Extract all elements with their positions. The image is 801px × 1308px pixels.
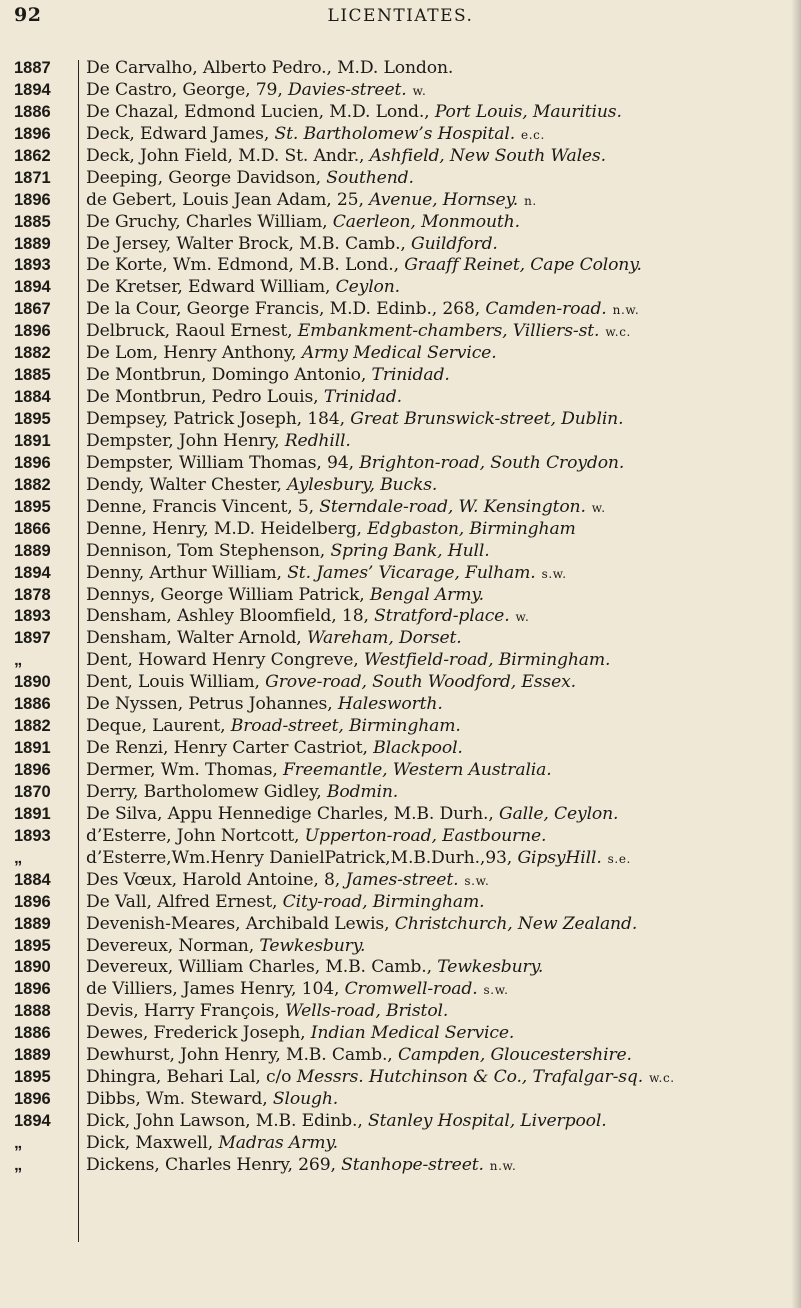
entry-text xyxy=(86,1045,791,1067)
entry-text xyxy=(86,870,791,893)
list-item xyxy=(0,1089,801,1111)
list-item xyxy=(0,387,801,409)
entry-place: Avenue, Hornsey. xyxy=(369,189,519,210)
entry-name: Denny, Arthur William, xyxy=(86,562,282,583)
entry-place: Wells-road, Bristol. xyxy=(285,1001,449,1022)
entry-district: s.w. xyxy=(464,873,490,888)
list-item xyxy=(0,146,801,168)
entry-place: Trinidad. xyxy=(371,365,450,386)
entry-year: 1882 xyxy=(14,475,51,494)
list-item xyxy=(0,1023,801,1045)
entry-place: Embankment-chambers, Villiers-st. xyxy=(297,321,600,342)
list-item xyxy=(0,979,801,1001)
entry-text xyxy=(86,365,791,387)
entry-text xyxy=(86,563,791,586)
entry-place: Graaff Reinet, Cape Colony. xyxy=(404,255,642,276)
entry-name: De Korte, Wm. Edmond, M.B. Lond., xyxy=(86,255,399,276)
entry-name: de Gebert, Louis Jean Adam, 25, xyxy=(86,189,364,210)
entry-name: Devereux, William Charles, M.B. Camb., xyxy=(86,957,432,978)
entry-year: „ xyxy=(14,651,23,670)
entry-place: St. James’ Vicarage, Fulham. xyxy=(287,562,536,583)
entry-district: s.e. xyxy=(607,851,631,866)
entry-name: Dewhurst, John Henry, M.B. Camb., xyxy=(86,1045,393,1066)
entry-text xyxy=(86,519,791,541)
entry-year: 1891 xyxy=(14,739,51,758)
entry-place: Broad-street, Birmingham. xyxy=(230,716,461,737)
entry-name: Dhingra, Behari Lal, c/o xyxy=(86,1067,292,1088)
entry-text xyxy=(86,804,791,826)
list-item xyxy=(0,475,801,497)
entry-place: Davies-street. xyxy=(287,79,407,100)
entry-text xyxy=(86,124,791,147)
entry-name: De Nyssen, Petrus Johannes, xyxy=(86,694,333,715)
list-item xyxy=(0,1111,801,1133)
list-item xyxy=(0,299,801,321)
entry-place: Tewkesbury. xyxy=(437,957,544,978)
entry-place: Edgbaston, Birmingham xyxy=(367,518,576,539)
entry-year: 1895 xyxy=(14,936,51,955)
entry-place: Indian Medical Service. xyxy=(310,1023,515,1044)
entry-year: 1889 xyxy=(14,234,51,253)
entry-name: Dennison, Tom Stephenson, xyxy=(86,540,326,561)
entry-name: Des Vœux, Harold Antoine, 8, xyxy=(86,869,341,890)
entry-text xyxy=(86,277,791,299)
entry-text xyxy=(86,102,791,124)
list-item xyxy=(0,848,801,870)
entry-text xyxy=(86,58,791,80)
list-item xyxy=(0,738,801,760)
entry-text xyxy=(86,234,791,256)
entry-name: Delbruck, Raoul Ernest, xyxy=(86,321,293,342)
entry-text xyxy=(86,1133,791,1155)
entry-text xyxy=(86,826,791,848)
entry-year: 1895 xyxy=(14,410,51,428)
entry-year: 1896 xyxy=(14,453,51,472)
entry-name: De Montbrun, Pedro Louis, xyxy=(86,387,319,408)
entry-year: 1886 xyxy=(14,695,51,714)
licentiates-list xyxy=(0,58,801,1177)
entry-text xyxy=(86,475,791,497)
list-item xyxy=(0,804,801,826)
entry-text xyxy=(86,497,791,520)
entry-text xyxy=(86,431,791,453)
list-item xyxy=(0,760,801,782)
list-item xyxy=(0,628,801,650)
list-item xyxy=(0,694,801,716)
entry-year: 1887 xyxy=(14,59,51,77)
list-item xyxy=(0,1045,801,1067)
list-item xyxy=(0,782,801,804)
list-item xyxy=(0,606,801,628)
entry-name: De Chazal, Edmond Lucien, M.D. Lond., xyxy=(86,101,430,122)
entry-text xyxy=(86,672,791,694)
list-item xyxy=(0,431,801,453)
entry-place: Trinidad. xyxy=(323,387,402,408)
entry-name: Dibbs, Wm. Steward, xyxy=(86,1089,268,1110)
entry-year: 1889 xyxy=(14,541,51,560)
entry-place: Sterndale-road, W. Kensington. xyxy=(319,496,586,517)
entry-name: Dermer, Wm. Thomas, xyxy=(86,760,278,780)
entry-place: Campden, Gloucestershire. xyxy=(397,1045,632,1066)
entry-name: Deck, John Field, M.D. St. Andr., xyxy=(86,145,365,166)
entry-text xyxy=(86,146,791,168)
entry-place: Stratford-place. xyxy=(374,606,510,627)
list-item xyxy=(0,1155,801,1177)
list-item xyxy=(0,957,801,979)
list-item xyxy=(0,321,801,343)
entry-name: Dempsey, Patrick Joseph, 184, xyxy=(86,409,345,429)
entry-place: Ashfield, New South Wales. xyxy=(369,145,606,166)
entry-text xyxy=(86,343,791,365)
list-item xyxy=(0,892,801,914)
page-edge-shadow xyxy=(791,0,801,1308)
entry-place: Port Louis, Mauritius. xyxy=(434,101,622,122)
entry-district: w. xyxy=(515,610,530,625)
entry-year: 1894 xyxy=(14,80,51,99)
entry-year: 1891 xyxy=(14,804,51,823)
entry-name: d’Esterre, John Nortcott, xyxy=(86,825,300,846)
entry-place: Guildford. xyxy=(411,233,498,254)
entry-text xyxy=(86,190,791,213)
entry-year: 1891 xyxy=(14,431,51,450)
entry-year: 1894 xyxy=(14,563,51,582)
entry-name: De Jersey, Walter Brock, M.B. Camb., xyxy=(86,233,406,254)
entry-district: e.c. xyxy=(521,127,545,142)
entry-name: De Montbrun, Domingo Antonio, xyxy=(86,365,367,386)
entry-place: Army Medical Service. xyxy=(301,343,497,364)
entry-place: St. Bartholomew’s Hospital. xyxy=(274,123,516,144)
entry-place: Camden-road. xyxy=(485,299,607,320)
entry-place: Westfield-road, Birmingham. xyxy=(363,650,611,671)
entry-place: Madras Army. xyxy=(218,1132,338,1153)
entry-name: Dick, Maxwell, xyxy=(86,1132,214,1153)
entry-text xyxy=(86,541,791,563)
entry-text xyxy=(86,1023,791,1045)
entry-text xyxy=(86,1067,791,1090)
entry-text xyxy=(86,892,791,914)
entry-name: Dempster, John Henry, xyxy=(86,430,280,451)
list-item xyxy=(0,497,801,519)
entry-text xyxy=(86,914,791,936)
entry-name: De Carvalho, Alberto Pedro., M.D. London. xyxy=(86,58,454,78)
entry-name: Dempster, William Thomas, 94, xyxy=(86,452,354,473)
entry-year: 1867 xyxy=(14,300,51,319)
entry-name: De Silva, Appu Hennedige Charles, M.B. Durh., xyxy=(86,803,494,824)
entry-year: „ xyxy=(14,1155,23,1174)
entry-text xyxy=(86,738,791,760)
entry-year: 1884 xyxy=(14,870,51,889)
entry-place: City-road, Birmingham. xyxy=(282,891,485,912)
entry-place: Stanhope-street. xyxy=(341,1154,484,1175)
entry-place: Tewkesbury. xyxy=(259,935,366,956)
list-item xyxy=(0,541,801,563)
list-item xyxy=(0,168,801,190)
entry-year: 1885 xyxy=(14,212,51,231)
entry-text xyxy=(86,409,791,431)
entry-place: Halesworth. xyxy=(337,694,443,715)
list-item xyxy=(0,870,801,892)
entry-district: w. xyxy=(591,500,606,515)
entry-name: Dent, Louis William, xyxy=(86,672,260,693)
entry-year: 1882 xyxy=(14,344,51,363)
entry-name: Devereux, Norman, xyxy=(86,935,255,956)
list-item xyxy=(0,80,801,102)
entry-year: 1882 xyxy=(14,717,51,736)
entry-text xyxy=(86,760,791,782)
list-item xyxy=(0,519,801,541)
entry-district: w.c. xyxy=(649,1071,675,1086)
list-item xyxy=(0,826,801,848)
entry-name: Dickens, Charles Henry, 269, xyxy=(86,1154,336,1175)
entry-name: Devis, Harry François, xyxy=(86,1001,280,1022)
entry-place: Christchurch, New Zealand. xyxy=(394,913,638,934)
list-item xyxy=(0,409,801,431)
entry-year: 1896 xyxy=(14,761,51,779)
entry-year: 1862 xyxy=(14,146,51,165)
list-item xyxy=(0,936,801,958)
entry-name: d’Esterre,Wm.Henry DanielPatrick,M.B.Durh.,93, xyxy=(86,847,513,868)
entry-text xyxy=(86,716,791,738)
entry-place: Brighton-road, South Croydon. xyxy=(359,452,625,473)
entry-text xyxy=(86,1001,791,1023)
entry-text xyxy=(86,848,791,871)
entry-year: 1894 xyxy=(14,278,51,297)
list-item xyxy=(0,255,801,277)
entry-year: 1896 xyxy=(14,892,51,911)
entry-text xyxy=(86,628,791,650)
entry-year: 1886 xyxy=(14,102,51,121)
list-item xyxy=(0,124,801,146)
entry-year: 1871 xyxy=(14,168,51,187)
list-item xyxy=(0,585,801,607)
entry-name: De Gruchy, Charles William, xyxy=(86,211,328,232)
entry-year: 1896 xyxy=(14,980,51,999)
entry-place: Freemantle, Western Australia. xyxy=(282,760,552,780)
entry-district: n.w. xyxy=(612,303,640,318)
entry-year: 1893 xyxy=(14,607,51,626)
entry-place: Bengal Army. xyxy=(369,584,484,605)
entry-place: GipsyHill. xyxy=(517,847,602,868)
entry-name: Devenish-Meares, Archibald Lewis, xyxy=(86,913,390,934)
list-item xyxy=(0,58,801,80)
entry-text xyxy=(86,453,791,475)
entry-text xyxy=(86,694,791,716)
entry-name: De Castro, George, 79, xyxy=(86,79,283,100)
entry-year: 1897 xyxy=(14,629,51,648)
list-item xyxy=(0,365,801,387)
entry-text xyxy=(86,782,791,804)
list-item xyxy=(0,914,801,936)
entry-place: Redhill. xyxy=(284,430,351,451)
entry-year: 1896 xyxy=(14,124,51,143)
entry-name: Dent, Howard Henry Congreve, xyxy=(86,650,359,671)
list-item xyxy=(0,212,801,234)
entry-name: Dennys, George William Patrick, xyxy=(86,584,365,605)
entry-name: De Lom, Henry Anthony, xyxy=(86,343,297,364)
entry-name: Deck, Edward James, xyxy=(86,123,270,144)
list-item xyxy=(0,277,801,299)
entry-name: Dick, John Lawson, M.B. Edinb., xyxy=(86,1111,363,1131)
entry-year: 1889 xyxy=(14,1046,51,1065)
entry-place: Great Brunswick-street, Dublin. xyxy=(350,409,624,429)
entry-name: De Kretser, Edward William, xyxy=(86,277,331,298)
entry-year: „ xyxy=(14,848,23,867)
entry-text xyxy=(86,606,791,629)
entry-year: 1870 xyxy=(14,782,51,801)
entry-place: Blackpool. xyxy=(373,738,463,759)
entry-name: De la Cour, George Francis, M.D. Edinb., 268, xyxy=(86,299,481,320)
entry-place: Stanley Hospital, Liverpool. xyxy=(367,1111,607,1131)
entry-name: Densham, Walter Arnold, xyxy=(86,628,302,649)
list-item xyxy=(0,234,801,256)
entry-year: 1896 xyxy=(14,190,51,209)
list-item xyxy=(0,1001,801,1023)
entry-year: 1893 xyxy=(14,826,51,845)
entry-text xyxy=(86,321,791,344)
entry-year: 1878 xyxy=(14,585,51,604)
entry-place: James-street. xyxy=(345,869,459,890)
entry-district: w. xyxy=(412,83,427,98)
entry-year: 1895 xyxy=(14,497,51,516)
entry-year: 1866 xyxy=(14,519,51,538)
entry-name: Dewes, Frederick Joseph, xyxy=(86,1023,306,1044)
entry-name: Deeping, George Davidson, xyxy=(86,167,321,188)
entry-text xyxy=(86,1111,791,1133)
entry-year: „ xyxy=(14,1133,23,1152)
list-item xyxy=(0,650,801,672)
entry-name: Denne, Francis Vincent, 5, xyxy=(86,496,314,517)
entry-district: s.w. xyxy=(483,983,509,998)
entry-name: Deque, Laurent, xyxy=(86,716,226,737)
list-item xyxy=(0,1133,801,1155)
entry-text xyxy=(86,1155,791,1178)
entry-year: 1885 xyxy=(14,366,51,385)
entry-year: 1890 xyxy=(14,958,51,977)
entry-name: Denne, Henry, M.D. Heidelberg, xyxy=(86,518,362,539)
entry-text xyxy=(86,585,791,607)
entry-year: 1893 xyxy=(14,256,51,275)
running-head: LICENTIATES. xyxy=(327,6,474,26)
entry-text xyxy=(86,957,791,979)
entry-district: s.w. xyxy=(541,566,567,581)
entry-place: Grove-road, South Woodford, Essex. xyxy=(265,672,576,693)
entry-year: 1888 xyxy=(14,1002,51,1021)
entry-year: 1896 xyxy=(14,322,51,341)
entry-place: Bodmin. xyxy=(326,781,399,802)
entry-place: Caerleon, Monmouth. xyxy=(332,211,520,232)
entry-name: De Renzi, Henry Carter Castriot, xyxy=(86,738,368,759)
entry-name: Densham, Ashley Bloomfield, 18, xyxy=(86,606,369,627)
entry-name: Derry, Bartholomew Gidley, xyxy=(86,781,322,802)
entry-text xyxy=(86,979,791,1002)
entry-name: Dendy, Walter Chester, xyxy=(86,474,282,495)
list-item xyxy=(0,716,801,738)
list-item xyxy=(0,563,801,585)
entry-place: Slough. xyxy=(272,1089,339,1110)
entry-year: 1884 xyxy=(14,388,51,407)
entry-year: 1890 xyxy=(14,673,51,692)
list-item xyxy=(0,343,801,365)
entry-place: Galle, Ceylon. xyxy=(498,803,619,824)
entry-district: n.w. xyxy=(489,1158,517,1173)
entry-text xyxy=(86,936,791,958)
entry-text xyxy=(86,212,791,234)
entry-place: Upperton-road, Eastbourne. xyxy=(304,825,547,846)
list-item xyxy=(0,190,801,212)
entry-district: n. xyxy=(524,193,537,208)
list-item xyxy=(0,453,801,475)
entry-text xyxy=(86,168,791,190)
entry-place: Southend. xyxy=(326,167,414,188)
entry-place: Ceylon. xyxy=(335,277,400,298)
entry-text xyxy=(86,650,791,672)
entry-place: Spring Bank, Hull. xyxy=(330,540,490,561)
entry-year: 1895 xyxy=(14,1068,51,1087)
entry-name: de Villiers, James Henry, 104, xyxy=(86,979,340,1000)
entry-year: 1896 xyxy=(14,1090,51,1109)
entry-place: Cromwell-road. xyxy=(344,979,478,1000)
entry-text xyxy=(86,387,791,409)
entry-year: 1894 xyxy=(14,1112,51,1130)
entry-year: 1886 xyxy=(14,1024,51,1043)
list-item xyxy=(0,102,801,124)
entry-text xyxy=(86,1089,791,1111)
list-item xyxy=(0,1067,801,1089)
entry-place: Wareham, Dorset. xyxy=(306,628,462,649)
entry-text xyxy=(86,255,791,277)
list-item xyxy=(0,672,801,694)
entry-text xyxy=(86,80,791,103)
entry-place: Aylesbury, Bucks. xyxy=(287,474,438,495)
page-number: 92 xyxy=(14,4,42,26)
entry-text xyxy=(86,299,791,322)
entry-name: De Vall, Alfred Ernest, xyxy=(86,891,278,912)
entry-year: 1889 xyxy=(14,914,51,933)
entry-place: Messrs. Hutchinson & Co., Trafalgar-sq. xyxy=(296,1067,644,1088)
entry-district: w.c. xyxy=(605,325,631,340)
